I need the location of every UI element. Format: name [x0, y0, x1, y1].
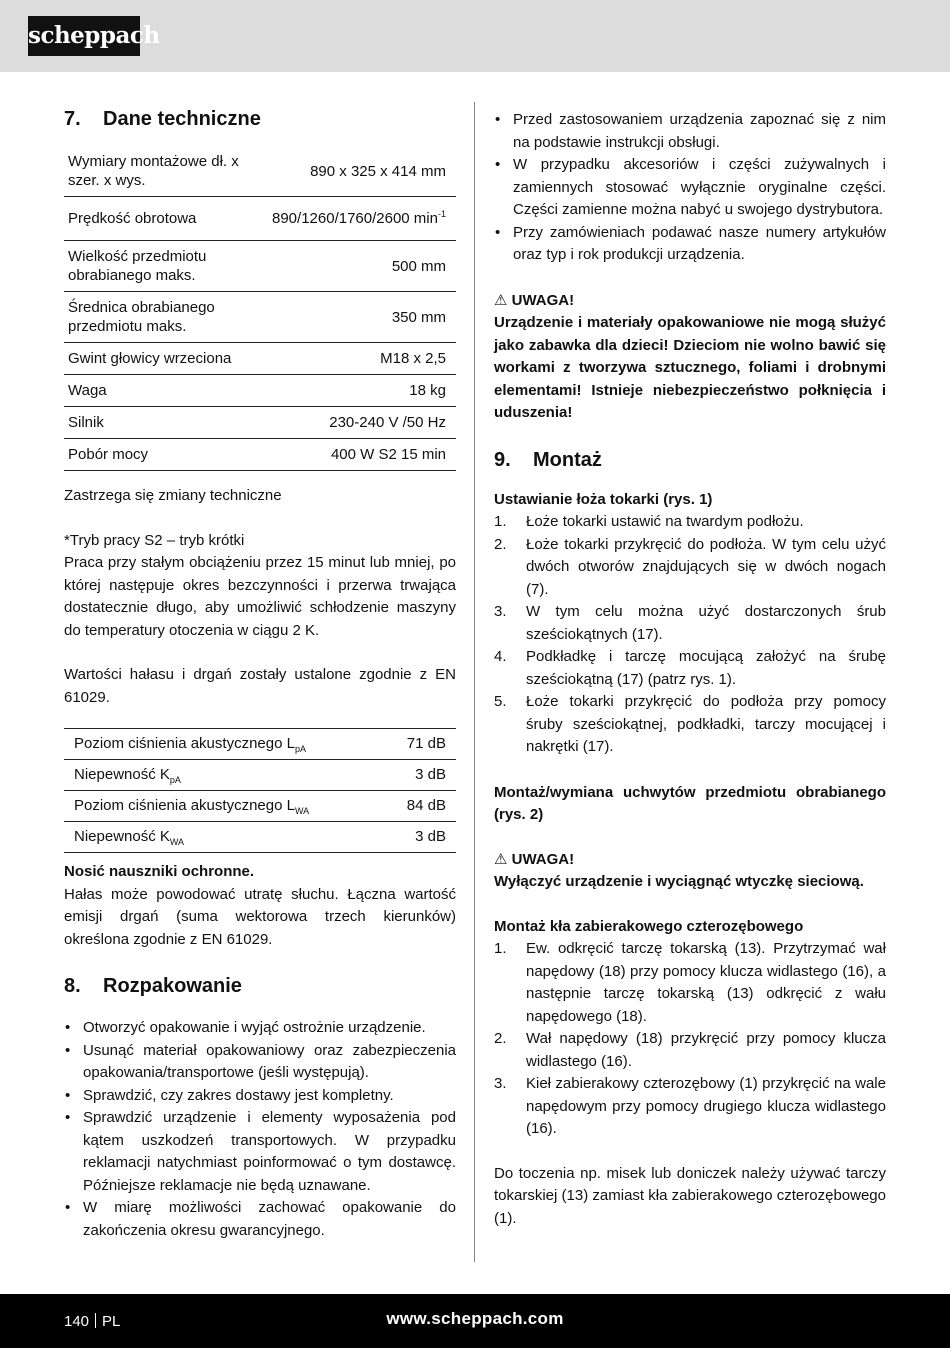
- section-heading-assembly: 9. Montaż: [494, 448, 602, 471]
- technical-changes-note: Zastrzega się zmiany techniczne: [64, 487, 282, 504]
- unpacking-list: [64, 1017, 456, 1242]
- duty-mode-title: *Tryb pracy S2 – tryb krótki: [64, 531, 245, 549]
- list-item: • W przypadku akcesoriów i części zużywalnych i zamiennych stosować wyłącznie oryginalne części. Części zamienne można nabyć u swojego dystrybutora.: [494, 154, 886, 222]
- ear-protection-title: Nosić nauszniki ochronne.: [64, 863, 255, 880]
- list-item: 2. Wał napędowy (18) przykręcić przy pomocy klucza widlastego (16).: [494, 1030, 886, 1070]
- duty-mode-text: Praca przy stałym obciążeniu przez 15 minut lub mniej, po której następuje okres bezczynności i przerwa trwająca dostatecznie długo, aby umożliwić schłodzenie maszyny do temperatury otoczenia w ciągu 2 K.: [64, 554, 456, 639]
- website-link[interactable]: www.scheppach.com: [386, 1309, 564, 1328]
- left-column: [64, 102, 456, 1242]
- table-row: Wielkość przedmiotu obrabianego maks. 500 mm: [64, 241, 456, 292]
- noise-table: [64, 728, 456, 853]
- table-row: Niepewność $K_{WA}$ 3 dB: [64, 822, 456, 853]
- intro-list: [494, 109, 886, 267]
- table-row: Prędkość obrotowa 890/1260/1760/2600 $\min^{-1}$: [64, 197, 456, 241]
- table-row: Wymiary montażowe dł. x szer. x wys. 890 x 325 x 414 mm: [64, 146, 456, 197]
- list-item: 3. Kieł zabierakowy czterozębowy (1) przykręcić na wale napędowym przy pomocy drugiego klucza widlastego (16).: [494, 1075, 886, 1137]
- right-column: [494, 109, 886, 1230]
- drive-center-steps: [494, 938, 886, 1141]
- noise-intro: Wartości hałasu i drgań zostały ustalone zgodnie z EN 61029.: [64, 666, 456, 706]
- holder-title: Montaż/wymiana uchwytów przedmiotu obrabianego (rys. 2): [494, 783, 886, 823]
- table-row: Poziom ciśnienia akustycznego $L_{WA}$ 84 dB: [64, 791, 456, 822]
- list-item: • Usunąć materiał opakowaniowy oraz zabezpieczenia opakowania/transportowe (jeśli występują).: [64, 1040, 456, 1085]
- ear-protection-text: Hałas może powodować utratę słuchu. Łączna wartość emisji drgań (suma wektorowa trzech kierunków) określona zgodnie z EN 61029.: [64, 885, 456, 948]
- table-row: Pobór mocy 400 W S2 15 min: [64, 439, 456, 471]
- top-bar: [0, 0, 950, 72]
- list-item: 5. Łoże tokarki przykręcić do podłoża przy pomocy śruby sześciokątnej, podkładki, tarczy mocującej i nakrętki (17).: [494, 693, 886, 755]
- list-item: 1. Ew. odkręcić tarczę tokarską (13). Przytrzymać wał napędowy (18) przy pomocy klucza widlastego (16), a następnie tarczę tokarską (13) odkręcić z wału napędowego (18).: [494, 940, 886, 1025]
- section-heading-technical-data: 7. Dane techniczne: [64, 108, 261, 130]
- warning-text: Urządzenie i materiały opakowaniowe nie mogą służyć jako zabawka dla dzieci! Dzieciom nie wolno bawić się workami z tworzywa sztucznego, foliami i drobnymi elementami! Istnieje niebezpieczeństwo połknięcia i uduszenia!: [494, 314, 886, 421]
- list-item: 4. Podkładkę i tarczę mocującą założyć na śrubę sześciokątną (17) (patrz rys. 1).: [494, 648, 886, 688]
- list-item: • Przed zastosowaniem urządzenia zapoznać się z nim na podstawie instrukcji obsługi.: [494, 109, 886, 154]
- list-item: 1. Łoże tokarki ustawić na twardym podłożu.: [494, 513, 804, 530]
- brand-logo: scheppach: [28, 16, 140, 56]
- list-item: • W miarę możliwości zachować opakowanie do zakończenia okresu gwarancyjnego.: [64, 1197, 456, 1242]
- list-item: • Sprawdzić, czy zakres dostawy jest kompletny.: [64, 1085, 456, 1108]
- section-heading-unpacking: 8. Rozpakowanie: [64, 975, 242, 997]
- warning-text-2: Wyłączyć urządzenie i wyciągnąć wtyczkę sieciową.: [494, 873, 864, 890]
- warning-triangle-icon: ⚠: [494, 850, 508, 868]
- bed-setup-title: Ustawianie łoża tokarki (rys. 1): [494, 490, 713, 508]
- column-divider: [474, 102, 475, 1262]
- list-item: • Sprawdzić urządzenie i elementy wyposażenia pod kątem uszkodzeń transportowych. W przypadku reklamacji natychmiast poinformować o tym dostawcę. Późniejsze reklamacje nie będą uznawane.: [64, 1107, 456, 1197]
- spec-table: [64, 146, 456, 471]
- list-item: 2. Łoże tokarki przykręcić do podłoża. W tym celu użyć dwóch otworów znajdujących się w dwóch nogach (7).: [494, 535, 886, 598]
- closing-note: Do toczenia np. misek lub doniczek należy używać tarczy tokarskiej (13) zamiast kła zabierakowego czterozębowego (1).: [494, 1164, 886, 1227]
- warning-title-2: ⚠ UWAGA!: [494, 850, 575, 868]
- table-row: Gwint głowicy wrzeciona M18 x 2,5: [64, 343, 456, 375]
- warning-triangle-icon: ⚠: [494, 291, 508, 309]
- table-row: Niepewność $K_{pA}$ 3 dB: [64, 760, 456, 791]
- list-item: • Przy zamówieniach podawać nasze numery artykułów oraz typ i rok produkcji urządzenia.: [494, 222, 886, 267]
- table-row: Średnica obrabianego przedmiotu maks. 350 mm: [64, 292, 456, 343]
- footer-bar: [0, 1294, 950, 1348]
- table-row: Poziom ciśnienia akustycznego $L_{pA}$ 71 dB: [64, 729, 456, 760]
- bed-setup-steps: [494, 511, 886, 759]
- table-row: Waga 18 kg: [64, 375, 456, 407]
- drive-center-title: Montaż kła zabierakowego czterozębowego: [494, 917, 804, 935]
- list-item: 3. W tym celu można użyć dostarczonych śrub sześciokątnych (17).: [494, 603, 886, 643]
- list-item: • Otworzyć opakowanie i wyjąć ostrożnie urządzenie.: [64, 1017, 456, 1040]
- page-number: 140 PL: [64, 1313, 121, 1330]
- warning-title: ⚠ UWAGA!: [494, 291, 575, 309]
- table-row: Silnik 230-240 V /50 Hz: [64, 407, 456, 439]
